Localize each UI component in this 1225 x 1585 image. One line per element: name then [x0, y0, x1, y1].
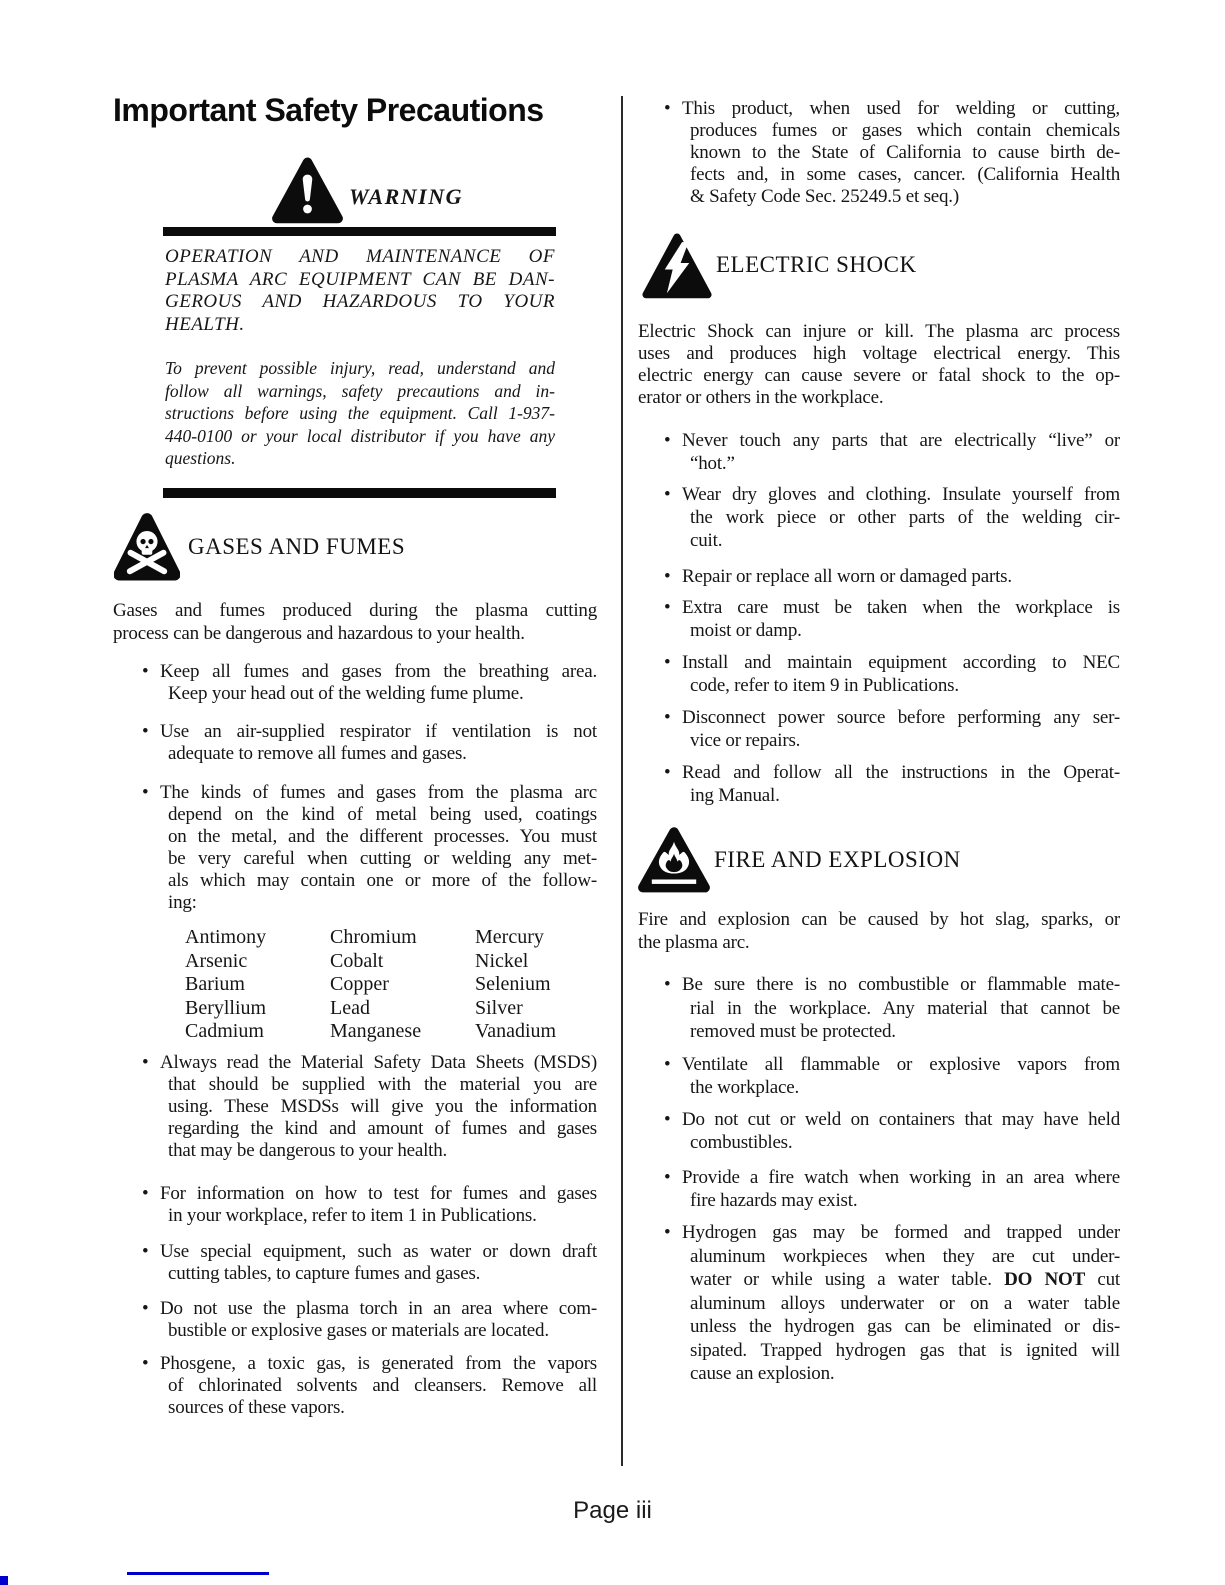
scan-underline-artifact — [127, 1572, 269, 1575]
bullet-item: • Provide a fire watch when working in an area where fire hazards may exist. — [644, 1166, 1120, 1212]
warning-rule-bottom — [163, 488, 556, 498]
bullet-item: • Phosgene, a toxic gas, is generated from the vapors of chlorinated solvents and cleansers. Remove all sources of these vapors. — [122, 1353, 597, 1419]
bullet-item: • Use an air-supplied respirator if ventilation is not adequate to remove all fumes and gases. — [122, 721, 597, 765]
skull-crossbones-icon — [114, 512, 180, 583]
section-heading-electric: ELECTRIC SHOCK — [716, 252, 917, 277]
electric-intro: Electric Shock can injure or kill. The plasma arc process uses and produces high voltage electrical energy. This electric energy can cause severe or fatal shock to the op- erator or others in the workplace. — [638, 321, 1120, 408]
bullet-item: • Disconnect power source before performing any ser- vice or repairs. — [644, 706, 1120, 752]
section-heading-fire: FIRE AND EXPLOSION — [714, 847, 961, 872]
warning-label: WARNING — [349, 184, 464, 209]
bullet-item: • Never touch any parts that are electrically “live” or “hot.” — [644, 429, 1120, 475]
bullet-item: • Extra care must be taken when the workplace is moist or damp. — [644, 596, 1120, 642]
chemicals-column: Antimony Arsenic Barium Beryllium Cadmium — [185, 926, 267, 1042]
bullet-item: • Wear dry gloves and clothing. Insulate yourself from the work piece or other parts of the welding cir- cuit. — [644, 483, 1120, 552]
lightning-bolt-icon — [641, 230, 713, 301]
warning-rule-top — [163, 227, 556, 236]
bullet-item: • Use special equipment, such as water or down draft cutting tables, to capture fumes and gases. — [122, 1241, 597, 1285]
warning-statement: OPERATION AND MAINTENANCE OF PLASMA ARC EQUIPMENT CAN BE DAN- GEROUS AND HAZARDOUS TO YOUR HEALTH. — [165, 246, 555, 335]
bullet-item: • Be sure there is no combustible or flammable mate- rial in the workplace. Any material that cannot be removed must be protected. — [644, 973, 1120, 1044]
scan-artifact-mark — [0, 1576, 8, 1585]
warning-advice: To prevent possible injury, read, understand and follow all warnings, safety precautions and in- structions before using the equipment. Call 1-937- 440-0100 or your local distributor if you have any questions. — [165, 358, 555, 468]
bullet-item: • The kinds of fumes and gases from the plasma arc depend on the kind of metal being used, coatings on the metal, and the different processes. You must be very careful when cutting or welding any met- als which may contain one or more of the follow- ing: — [122, 782, 597, 914]
bullet-item: • This product, when used for welding or cutting, produces fumes or gases which contain chemicals known to the State of California to cause birth de- fects and, in some cases, cancer. (California Health & Safety Code Sec. 25249.5 et seq.) — [644, 98, 1120, 208]
section-heading-gases: GASES AND FUMES — [188, 534, 406, 559]
bullet-item: • Keep all fumes and gases from the breathing area. Keep your head out of the welding fume plume. — [122, 661, 597, 705]
bullet-item: • Always read the Material Safety Data Sheets (MSDS) that should be supplied with the material you are using. These MSDSs will give you the information regarding the kind and amount of fumes and gases that may be dangerous to your health. — [122, 1052, 597, 1162]
chemicals-column: Chromium Cobalt Copper Lead Manganese — [330, 926, 422, 1042]
chemicals-table — [185, 926, 605, 1044]
column-divider — [621, 96, 623, 1466]
flame-icon — [637, 825, 711, 894]
gases-intro: Gases and fumes produced during the plasma cutting process can be dangerous and hazardous to your health. — [113, 600, 597, 644]
fire-intro: Fire and explosion can be caused by hot slag, sparks, or the plasma arc. — [638, 909, 1120, 953]
bullet-item: • For information on how to test for fumes and gases in your workplace, refer to item 1 in Publications. — [122, 1183, 597, 1227]
page-title: Important Safety Precautions — [113, 92, 544, 128]
bullet-item: • Ventilate all flammable or explosive vapors from the workplace. — [644, 1053, 1120, 1099]
bullet-item: • Hydrogen gas may be formed and trapped under aluminum workpieces when they are cut under- water or while using a water table. DO NOT cut aluminum alloys underwater or on a water table unless the hydrogen gas can be eliminated or dis- sipated. Trapped hydrogen gas that is ignited will cause an explosion. — [644, 1221, 1120, 1386]
chemicals-column: Mercury Nickel Selenium Silver Vanadium — [475, 926, 557, 1042]
bullet-item: • Do not cut or weld on containers that may have held combustibles. — [644, 1108, 1120, 1154]
warning-triangle-icon — [271, 156, 344, 224]
bullet-item: • Read and follow all the instructions in the Operat- ing Manual. — [644, 761, 1120, 807]
bullet-item: • Do not use the plasma torch in an area where com- bustible or explosive gases or materials are located. — [122, 1298, 597, 1342]
bullet-item: • Repair or replace all worn or damaged parts. — [644, 565, 1120, 588]
bullet-item: • Install and maintain equipment according to NEC code, refer to item 9 in Publications. — [644, 651, 1120, 697]
page-number: Page iii — [573, 1497, 652, 1524]
